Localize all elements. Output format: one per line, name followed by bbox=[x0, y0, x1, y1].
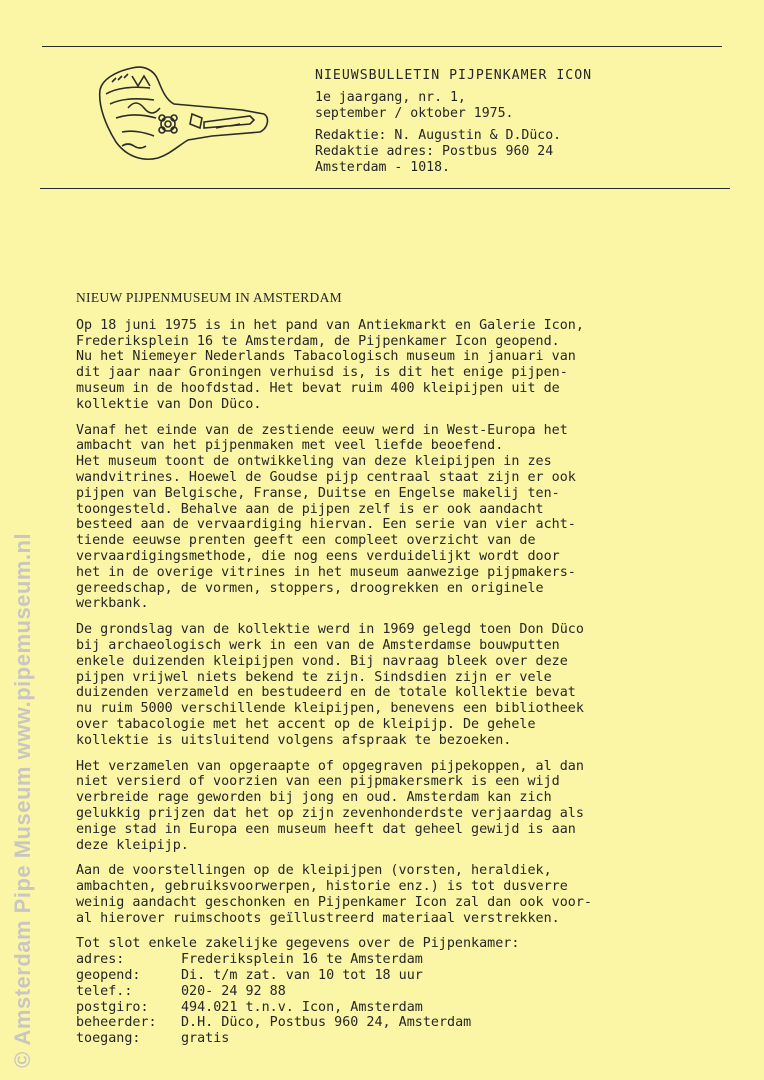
editorial-city: Amsterdam - 1018. bbox=[315, 160, 450, 175]
details-label: geopend: bbox=[76, 968, 141, 984]
details-value: 494.021 t.n.v. Icon, Amsterdam bbox=[181, 999, 423, 1015]
details-section bbox=[76, 936, 688, 1047]
article-body bbox=[76, 318, 688, 927]
paragraph-line: over tabacologie met het accent op de kleipijp. De gehele bbox=[76, 716, 536, 732]
paragraph-line: Het verzamelen van opgeraapte of opgegraven pijpekoppen, al dan bbox=[76, 758, 584, 774]
details-list bbox=[76, 952, 688, 1047]
paragraph-line: werkbank. bbox=[76, 596, 149, 612]
paragraph-line: toongesteld. Behalve aan de pijpen zelf is er ook aandacht bbox=[76, 501, 544, 517]
editors: Redaktie: N. Augustin & D.Düco. bbox=[315, 128, 562, 143]
paragraph-line: gereedschap, de vormen, stoppers, droogrekken en originele bbox=[76, 580, 544, 596]
details-row bbox=[76, 952, 688, 968]
article-paragraph bbox=[76, 759, 688, 854]
details-value: gratis bbox=[181, 1031, 230, 1047]
bulletin-header bbox=[315, 68, 592, 176]
details-label: toegang: bbox=[76, 1031, 141, 1047]
details-value: 020- 24 92 88 bbox=[181, 983, 286, 999]
issue-date: september / oktober 1975. bbox=[315, 106, 514, 121]
header-bottom-rule bbox=[40, 188, 730, 189]
details-value: D.H. Düco, Postbus 960 24, Amsterdam bbox=[181, 1015, 472, 1031]
paragraph-line: gelukkig prijzen dat het op zijn zevenhonderdste verjaardag als bbox=[76, 805, 584, 821]
details-value: Frederiksplein 16 te Amsterdam bbox=[181, 952, 423, 968]
details-row bbox=[76, 1031, 688, 1047]
article-paragraph bbox=[76, 863, 688, 926]
paragraph-line: Op 18 juni 1975 is in het pand van Antiekmarkt en Galerie Icon, bbox=[76, 317, 584, 333]
article-title: NIEUW PIJPENMUSEUM IN AMSTERDAM bbox=[76, 290, 342, 305]
article-paragraph bbox=[76, 318, 688, 413]
details-row bbox=[76, 1000, 688, 1016]
paragraph-line: vervaardigingsmethode, die nog eens verduidelijkt wordt door bbox=[76, 548, 560, 564]
paragraph-line: duizenden verzameld en bestudeerd en de totale kollektie bevat bbox=[76, 685, 576, 701]
paragraph-line: Aan de voorstellingen op de kleipijpen (vorsten, heraldiek, bbox=[76, 863, 552, 879]
bulletin-title: NIEUWSBULLETIN PIJPENKAMER ICON bbox=[315, 68, 593, 83]
details-row bbox=[76, 984, 688, 1000]
paragraph-line: enige stad in Europa een museum heeft dat geheel gewijd is aan bbox=[76, 821, 576, 837]
editorial-address: Redaktie adres: Postbus 960 24 bbox=[315, 144, 554, 159]
details-label: postgiro: bbox=[76, 999, 149, 1015]
details-label: adres: bbox=[76, 952, 125, 968]
paragraph-line: tiende eeuwse prenten geeft een compleet overzicht van de bbox=[76, 533, 536, 549]
paragraph-line: niet versierd of voorzien van een pijpmakersmerk is een wijd bbox=[76, 774, 560, 790]
paragraph-line: De grondslag van de kollektie werd in 1969 gelegd toen Don Düco bbox=[76, 622, 584, 638]
paragraph-line: deze kleipijp. bbox=[76, 837, 189, 853]
paragraph-line: Het museum toont de ontwikkeling van deze kleipijpen in zes bbox=[76, 454, 552, 470]
paragraph-line: besteed aan de vervaardiging hiervan. Een serie van vier acht- bbox=[76, 517, 576, 533]
paragraph-line: ambacht van het pijpenmaken met veel liefde beoefend. bbox=[76, 438, 504, 454]
article-paragraph bbox=[76, 622, 688, 748]
paragraph-line: Nu het Niemeyer Nederlands Tabacologisch museum in januari van bbox=[76, 349, 576, 365]
paragraph-line: verbreide rage geworden bij jong en oud. Amsterdam kan zich bbox=[76, 790, 552, 806]
watermark: © Amsterdam Pipe Museum www.pipemuseum.nl bbox=[10, 532, 35, 1068]
header-top-rule bbox=[42, 46, 722, 47]
paragraph-line: enkele duizenden kleipijpen vond. Bij navraag bleek over deze bbox=[76, 653, 568, 669]
article bbox=[76, 290, 688, 1047]
paragraph-line: Frederiksplein 16 te Amsterdam, de Pijpenkamer Icon geopend. bbox=[76, 333, 560, 349]
paragraph-line: dit jaar naar Groningen verhuisd is, is dit het enige pijpen- bbox=[76, 365, 568, 381]
paragraph-line: museum in de hoofdstad. Het bevat ruim 400 kleipijpen uit de bbox=[76, 380, 560, 396]
paragraph-line: nu ruim 5000 verschillende kleipijpen, benevens een bibliotheek bbox=[76, 701, 584, 717]
paragraph-line: weinig aandacht geschonken en Pijpenkamer Icon zal dan ook voor- bbox=[76, 894, 592, 910]
paragraph-line: kollektie van Don Düco. bbox=[76, 396, 262, 412]
paragraph-line: pijpen van Belgische, Franse, Duitse en Engelse makelij ten- bbox=[76, 485, 560, 501]
clay-pipe-fragment-logo bbox=[92, 62, 277, 167]
details-label: telef.: bbox=[76, 983, 133, 999]
issue-number: 1e jaargang, nr. 1, bbox=[315, 90, 466, 105]
details-row bbox=[76, 1015, 688, 1031]
paragraph-line: pijpen vrijwel niets bekend te zijn. Sindsdien zijn er vele bbox=[76, 669, 552, 685]
paragraph-line: kollektie is uitsluitend volgens afspraak te bezoeken. bbox=[76, 732, 512, 748]
details-value: Di. t/m zat. van 10 tot 18 uur bbox=[181, 968, 423, 984]
paragraph-line: al hierover ruimschoots geïllustreerd materiaal verstrekken. bbox=[76, 910, 560, 926]
details-label: beheerder: bbox=[76, 1015, 157, 1031]
details-row bbox=[76, 968, 688, 984]
paragraph-line: het in de overige vitrines in het museum aanwezige pijpmakers- bbox=[76, 564, 576, 580]
paragraph-line: bij archaeologisch werk in een van de Amsterdamse bouwputten bbox=[76, 637, 560, 653]
article-paragraph bbox=[76, 423, 688, 613]
details-intro: Tot slot enkele zakelijke gegevens over de Pijpenkamer: bbox=[76, 936, 520, 952]
paragraph-line: Vanaf het einde van de zestiende eeuw werd in West-Europa het bbox=[76, 422, 568, 438]
paragraph-line: ambachten, gebruiksvoorwerpen, historie enz.) is tot dusverre bbox=[76, 879, 568, 895]
paragraph-line: wandvitrines. Hoewel de Goudse pijp centraal staat zijn er ook bbox=[76, 469, 576, 485]
